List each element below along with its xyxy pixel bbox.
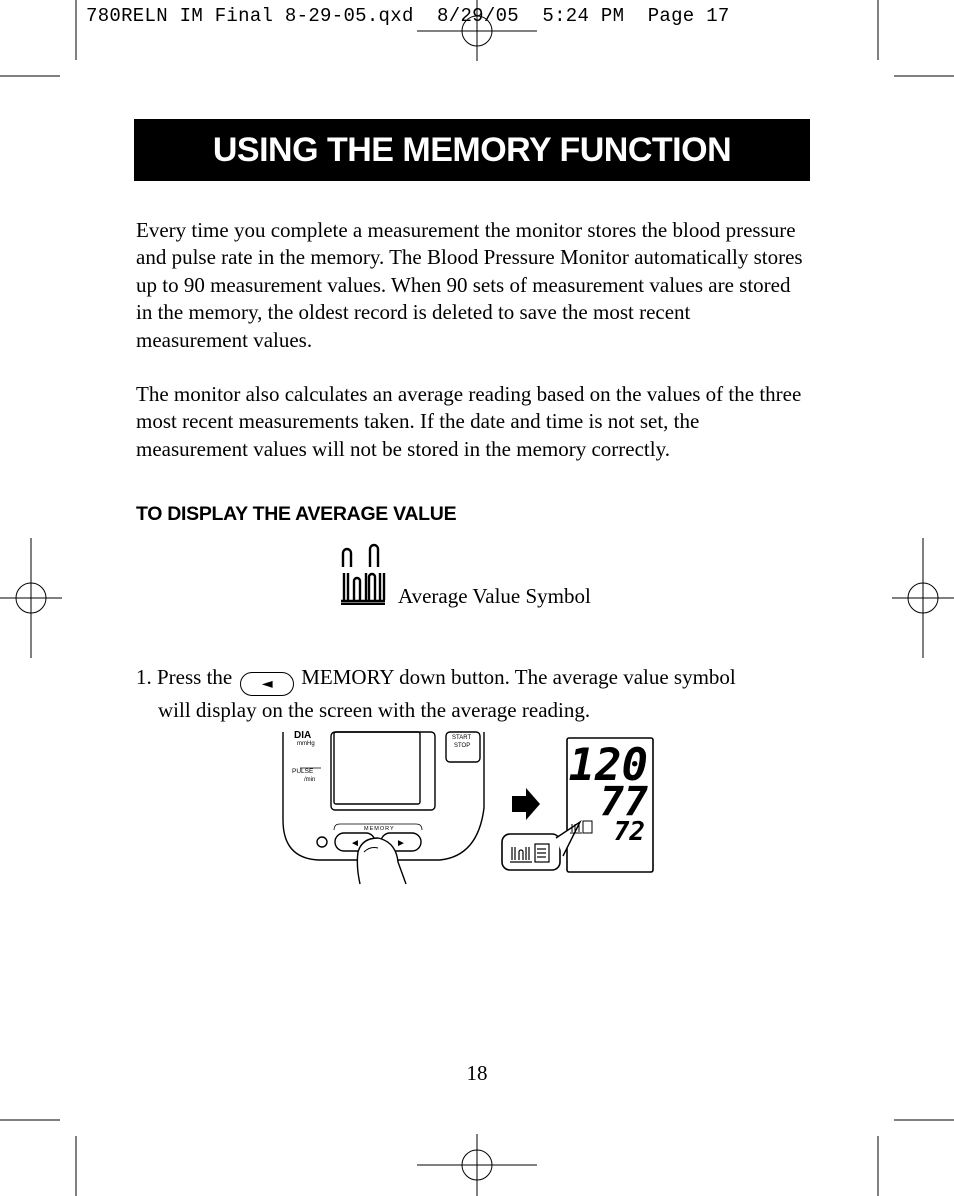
lcd-pulse: 72 xyxy=(613,817,645,847)
step-1-text: MEMORY down button. The average value symbol xyxy=(301,665,736,689)
intro-paragraph: Every time you complete a measurement the monitor stores the blood pressure and pulse rate in the memory. The Blood Pressure Monitor automatically stores up to 90 measurement values. When 90 sets of measurement values are stored in the memory, the oldest record is deleted to save the most recent measurement values. xyxy=(136,218,803,352)
memory-down-button-icon: ◄ xyxy=(240,672,294,696)
section-title: USING THE MEMORY FUNCTION xyxy=(212,130,732,169)
dia-unit: mmHg xyxy=(297,741,315,747)
lcd-diastolic: 77 xyxy=(599,779,648,825)
stop-label: STOP xyxy=(454,743,471,749)
lcd-systolic: 120 xyxy=(568,740,648,791)
monitor-illustration xyxy=(280,730,660,886)
start-label: START xyxy=(452,735,472,741)
average-paragraph: The monitor also calculates an average reading based on the values of the three most recent measurements taken. If the date and time is not set, the measurement values will not be stored in the memory correctly. xyxy=(136,382,802,461)
step-1-prefix: 1. Press the xyxy=(136,665,233,689)
step-1 xyxy=(136,663,816,724)
memory-left-button-icon: ◄ xyxy=(350,838,360,849)
dia-label: DIA xyxy=(294,730,312,741)
pulse-unit: /min xyxy=(304,777,316,783)
step-1-line2: will display on the screen with the average reading. xyxy=(158,698,591,722)
average-symbol-label: Average Value Symbol xyxy=(398,584,591,608)
section-title-bar xyxy=(134,119,810,181)
memory-right-button-icon: ► xyxy=(396,838,406,849)
subheading: TO DISPLAY THE AVERAGE VALUE xyxy=(136,503,457,525)
memory-label: MEMORY xyxy=(364,826,395,832)
page-number: 18 xyxy=(466,1061,488,1085)
average-value-icon xyxy=(339,543,387,605)
print-slug-line: 780RELN IM Final 8-29-05.qxd 8/29/05 5:24 PM Page 17 xyxy=(86,5,730,27)
pulse-label: PULSE xyxy=(292,768,314,775)
